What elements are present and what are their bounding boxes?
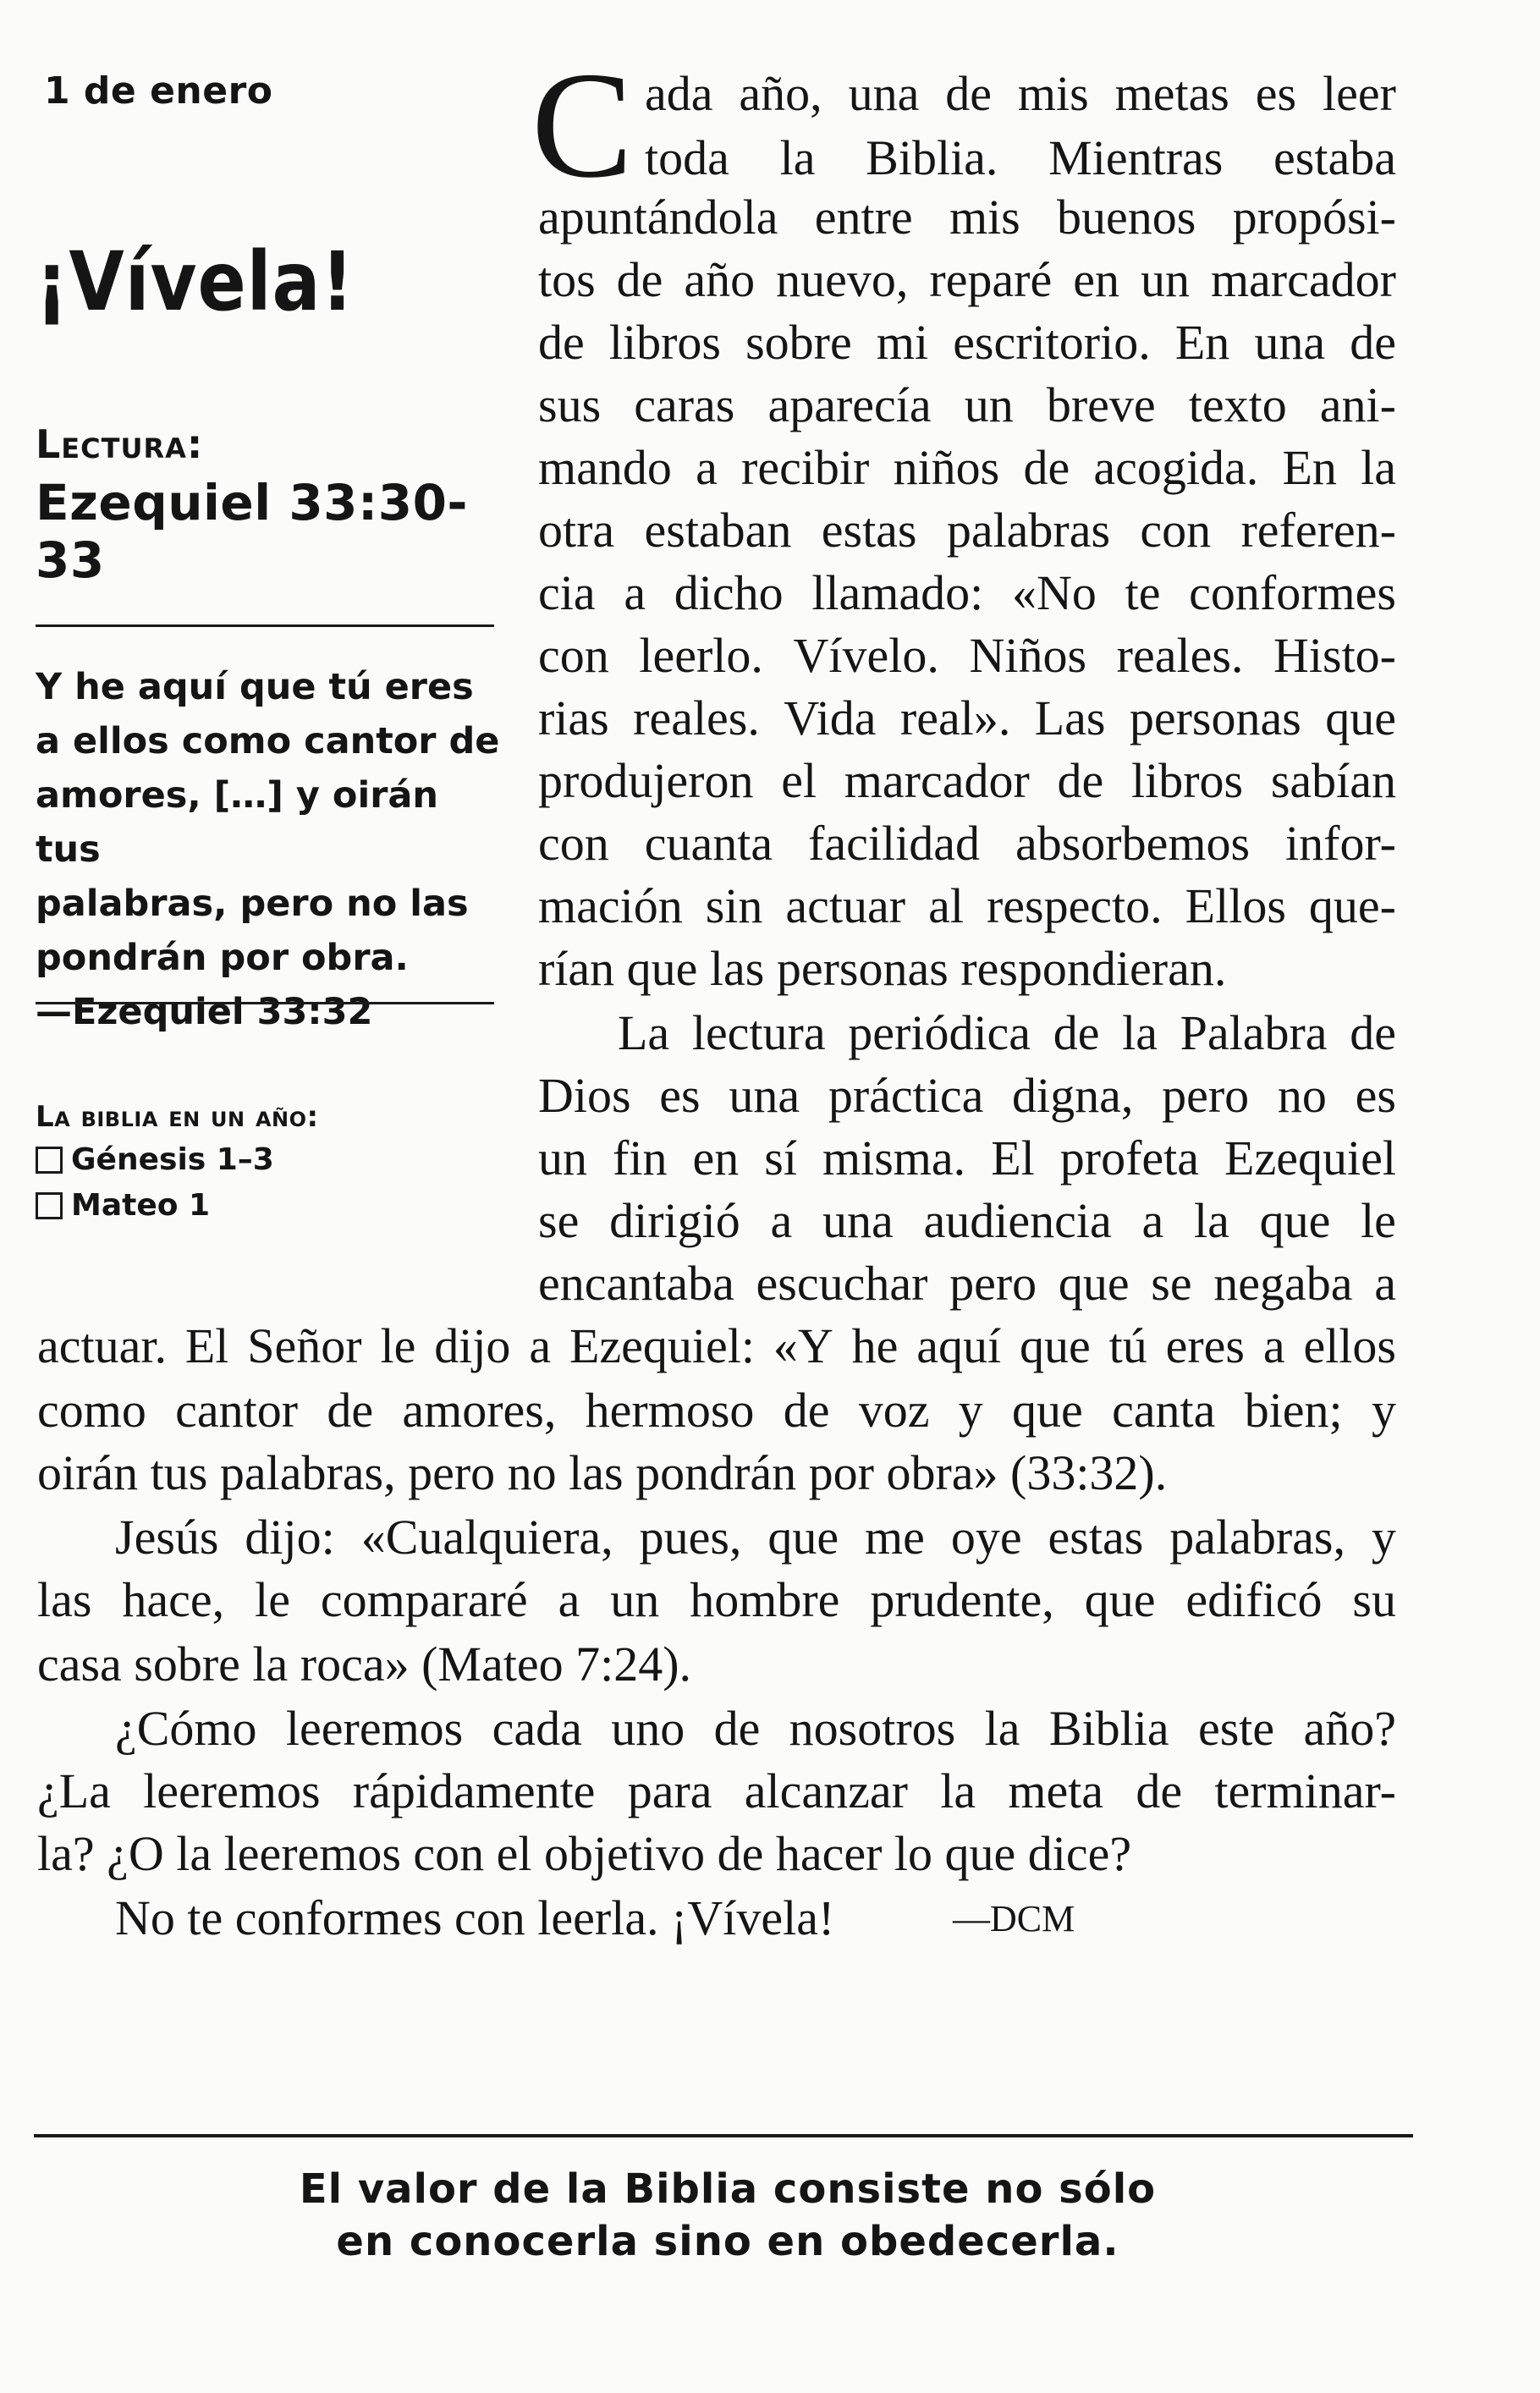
body-line	[618, 1005, 1396, 1060]
word: mis	[949, 190, 1020, 245]
key-verse	[36, 660, 509, 1039]
word: cantor	[175, 1383, 299, 1438]
body-line	[538, 690, 1396, 745]
body-line	[538, 252, 1396, 307]
word: lectura	[691, 1005, 826, 1060]
word: se	[1151, 1256, 1192, 1311]
body-line	[538, 628, 1396, 683]
word: la	[940, 1763, 976, 1818]
word: he	[851, 1318, 899, 1373]
word: Ellos	[1185, 878, 1286, 933]
word: leer	[1323, 66, 1396, 121]
word: rias	[538, 690, 609, 745]
word: ellos	[1303, 1318, 1396, 1373]
word: de	[1023, 440, 1070, 495]
word: actuar.	[37, 1318, 167, 1373]
word: cuanta	[644, 816, 773, 871]
word: pero	[949, 1256, 1037, 1311]
word: niños	[893, 440, 1000, 495]
word: reales.	[633, 690, 760, 745]
body-line	[538, 1068, 1396, 1123]
word: nuevo,	[776, 252, 909, 307]
word: ¿La	[37, 1763, 111, 1818]
word: Las	[1034, 690, 1106, 745]
word: mi	[876, 315, 929, 370]
word: amores,	[402, 1383, 557, 1438]
word: Palabra	[1180, 1005, 1328, 1060]
word: en	[692, 1130, 740, 1185]
word: toda	[645, 130, 729, 185]
word: uno	[611, 1701, 685, 1756]
word: dicho	[674, 565, 784, 620]
word: buenos	[1057, 190, 1196, 245]
word: sabían	[1270, 753, 1396, 808]
word: año?	[1303, 1701, 1396, 1756]
word: fin	[613, 1130, 668, 1185]
body-line	[538, 190, 1396, 245]
word: sí	[764, 1130, 797, 1185]
body-line	[538, 878, 1396, 933]
body-line	[115, 1510, 1396, 1565]
reading-reference: Ezequiel 33:30-33	[36, 474, 469, 589]
body-line: No te conformes con leerla. ¡Vívela!	[115, 1890, 835, 1945]
word: rápidamente	[352, 1763, 596, 1818]
body-line	[538, 1256, 1396, 1311]
word: el	[781, 753, 817, 808]
word: para	[627, 1763, 712, 1818]
word: marcador	[1210, 252, 1396, 307]
word: En	[1282, 440, 1337, 495]
word: reales.	[1116, 628, 1244, 683]
word: leerlo.	[639, 628, 763, 683]
page-title: ¡Vívela!	[36, 234, 355, 329]
word: terminar-	[1214, 1763, 1396, 1818]
word: a	[1262, 1318, 1285, 1373]
verse-line: pondrán por obra.	[36, 937, 409, 979]
body-line	[538, 440, 1396, 495]
word: «No	[1011, 565, 1097, 620]
word: facilidad	[808, 816, 980, 871]
word: de	[713, 1701, 761, 1756]
word: con	[1140, 503, 1212, 558]
word: de	[538, 315, 585, 370]
reading-plan-item[interactable]	[36, 1142, 274, 1177]
word: es	[659, 1068, 701, 1123]
word: audiencia	[923, 1193, 1112, 1248]
body-line	[37, 1383, 1396, 1438]
word: compararé	[320, 1572, 528, 1627]
word: una	[1254, 315, 1326, 370]
body-line	[538, 753, 1396, 808]
body-line: rían que las personas respondieran.	[538, 941, 1227, 996]
word: entre	[814, 190, 913, 245]
reading-plan-item[interactable]	[36, 1188, 210, 1223]
word: escuchar	[756, 1256, 928, 1311]
word: ¿Cómo	[115, 1701, 257, 1756]
word: conformes	[1189, 565, 1396, 620]
word: negaba	[1213, 1256, 1353, 1311]
body-line	[37, 1318, 1396, 1373]
word: bien;	[1244, 1383, 1343, 1438]
word: pero	[1162, 1068, 1250, 1123]
word: mando	[538, 440, 672, 495]
word: que	[1084, 1572, 1156, 1627]
word: práctica	[828, 1068, 984, 1123]
divider	[36, 1002, 494, 1004]
word: leeremos	[143, 1763, 321, 1818]
word: de	[1350, 1005, 1396, 1060]
word: a	[696, 440, 718, 495]
checkbox[interactable]	[36, 1192, 63, 1219]
body-line: la? ¿O la leeremos con el objetivo de hacer lo que dice?	[37, 1826, 1132, 1881]
word: digna,	[1012, 1068, 1134, 1123]
word: llamado:	[811, 565, 984, 620]
word: Señor	[247, 1318, 362, 1373]
word: la	[984, 1701, 1020, 1756]
word: con	[538, 816, 609, 871]
word: hermoso	[585, 1383, 755, 1438]
word: en	[1073, 252, 1119, 307]
word: Jesús	[115, 1510, 219, 1565]
word: que	[1058, 1256, 1130, 1311]
word: tú	[1108, 1318, 1147, 1373]
word: un	[1140, 252, 1190, 307]
word: mación	[538, 878, 683, 933]
word: una	[729, 1068, 800, 1123]
word: texto	[1188, 377, 1287, 432]
reading-label: Lectura:	[36, 421, 204, 467]
word: estas	[821, 503, 917, 558]
word: nosotros	[789, 1701, 956, 1756]
word: metas	[1114, 66, 1229, 121]
word: alcanzar	[744, 1763, 908, 1818]
reading-plan-item-label: Mateo 1	[71, 1188, 211, 1223]
word: es	[1255, 66, 1297, 121]
word: una	[848, 66, 920, 121]
word: Vida	[784, 690, 877, 745]
word: apuntándola	[538, 190, 778, 245]
word: a	[558, 1572, 580, 1627]
word: la	[779, 130, 816, 185]
word: leeremos	[285, 1701, 464, 1756]
word: encantaba	[538, 1256, 734, 1311]
word: que	[1012, 1383, 1083, 1438]
word: año,	[739, 66, 822, 121]
divider	[36, 624, 494, 627]
word: Biblia.	[866, 130, 998, 185]
word: y	[1371, 1510, 1396, 1565]
word: una	[822, 1193, 894, 1248]
word: libros	[1130, 753, 1244, 808]
word: personas	[1129, 690, 1301, 745]
word: este	[1197, 1701, 1275, 1756]
word: estaban	[644, 503, 792, 558]
word: de	[783, 1383, 830, 1438]
body-line	[645, 130, 1396, 185]
word: de	[1057, 753, 1104, 808]
word: dijo	[434, 1318, 511, 1373]
word: con	[538, 628, 609, 683]
word: «Cualquiera,	[360, 1510, 613, 1565]
word: tos	[538, 252, 596, 307]
verse-line: palabras, pero no las	[36, 883, 469, 925]
verse-line: amores, […] y oirán tus	[36, 774, 439, 871]
word: y	[1371, 1383, 1396, 1438]
word: misma.	[822, 1130, 966, 1185]
word: hace,	[122, 1572, 225, 1627]
word: pues,	[639, 1510, 742, 1565]
word: sus	[538, 377, 602, 432]
word: absorbemos	[1015, 816, 1251, 871]
word: produjeron	[538, 753, 754, 808]
word: de	[1350, 315, 1396, 370]
word: que	[1325, 690, 1396, 745]
word: oye	[950, 1510, 1022, 1565]
word: Dios	[538, 1068, 631, 1123]
word: voz	[858, 1383, 930, 1438]
word: que	[1019, 1318, 1091, 1373]
word: a	[624, 565, 646, 620]
word: como	[37, 1383, 146, 1438]
word: te	[1125, 565, 1161, 620]
word: que	[1259, 1193, 1331, 1248]
word: de	[327, 1383, 374, 1438]
word: Biblia	[1048, 1701, 1169, 1756]
word: es	[1355, 1068, 1396, 1123]
word: me	[865, 1510, 925, 1565]
word: palabras	[946, 503, 1111, 558]
word: Ezequiel	[1224, 1130, 1396, 1185]
body-line	[538, 377, 1396, 432]
word: y	[958, 1383, 983, 1438]
word: Histo-	[1273, 628, 1396, 683]
word: Ezequiel:	[569, 1318, 755, 1373]
closing-line: El valor de la Biblia consiste no sólo	[299, 2165, 1157, 2213]
word: sobre	[745, 315, 852, 370]
word: aquí	[916, 1318, 1002, 1373]
body-line	[538, 1130, 1396, 1185]
word: sin	[705, 878, 763, 933]
word: ada	[645, 66, 713, 121]
word: ani-	[1319, 377, 1396, 432]
drop-cap: C	[531, 41, 634, 209]
body-line	[37, 1572, 1396, 1627]
word: de	[945, 66, 992, 121]
word: breve	[1046, 377, 1156, 432]
word: le	[1361, 1193, 1396, 1248]
verse-line: Y he aquí que tú eres	[36, 666, 474, 708]
word: aparecía	[767, 377, 932, 432]
word: un	[610, 1572, 660, 1627]
word: la	[1122, 1005, 1158, 1060]
body-line: casa sobre la roca» (Mateo 7:24).	[37, 1637, 692, 1692]
reading-plan-label: La biblia en un año:	[36, 1100, 319, 1134]
word: periódica	[848, 1005, 1031, 1060]
word: edificó	[1185, 1572, 1323, 1627]
word: dirigió	[609, 1193, 740, 1248]
verse-line: a ellos como cantor de	[36, 720, 500, 762]
word: libros	[608, 315, 721, 370]
word: Vívelo.	[793, 628, 939, 683]
body-line	[538, 315, 1396, 370]
word: real».	[899, 690, 1011, 745]
body-line	[538, 1193, 1396, 1248]
word: a	[1374, 1256, 1396, 1311]
word: reparé	[929, 252, 1053, 307]
word: le	[255, 1572, 290, 1627]
author-signature: —DCM	[953, 1898, 1075, 1939]
word: año	[684, 252, 756, 307]
word: no	[1277, 1068, 1327, 1123]
word: de	[616, 252, 663, 307]
word: recibir	[741, 440, 870, 495]
word: de	[1053, 1005, 1100, 1060]
word: un	[538, 1130, 587, 1185]
word: la	[1193, 1193, 1229, 1248]
word: al	[928, 878, 964, 933]
word: a	[1141, 1193, 1164, 1248]
word: un	[964, 377, 1014, 432]
word: actuar	[785, 878, 906, 933]
word: su	[1352, 1572, 1396, 1627]
word: a	[770, 1193, 793, 1248]
word: palabras,	[1169, 1510, 1345, 1565]
word: profeta	[1059, 1130, 1200, 1185]
word: que-	[1308, 878, 1396, 933]
body-line	[538, 503, 1396, 558]
word: de	[1136, 1763, 1183, 1818]
word: se	[538, 1193, 580, 1248]
word: acogida.	[1093, 440, 1259, 495]
word: cia	[538, 565, 596, 620]
word: prudente,	[870, 1572, 1054, 1627]
word: respecto.	[986, 878, 1163, 933]
word: estas	[1048, 1510, 1144, 1565]
word: El	[991, 1130, 1035, 1185]
word: Niños	[969, 628, 1087, 683]
word: referen-	[1240, 503, 1396, 558]
divider	[34, 2134, 1413, 2137]
word: otra	[538, 503, 615, 558]
word: Mientras	[1048, 130, 1224, 185]
verse-line: —Ezequiel 33:32	[36, 991, 373, 1033]
closing-thought	[0, 2163, 1455, 2268]
body-line	[538, 565, 1396, 620]
word: hombre	[690, 1572, 840, 1627]
word: canta	[1112, 1383, 1216, 1438]
word: dijo:	[245, 1510, 335, 1565]
checkbox[interactable]	[36, 1147, 63, 1174]
word: estaba	[1273, 130, 1396, 185]
word: que	[767, 1510, 839, 1565]
date: 1 de enero	[44, 69, 273, 113]
body-line	[645, 66, 1396, 121]
word: caras	[634, 377, 735, 432]
reading-plan-item-label: Génesis 1–3	[71, 1142, 274, 1177]
body-line: oirán tus palabras, pero no las pondrán por obra» (33:32).	[37, 1445, 1168, 1500]
word: mis	[1017, 66, 1089, 121]
word: «Y	[773, 1318, 833, 1373]
word: eres	[1165, 1318, 1245, 1373]
word: las	[37, 1572, 92, 1627]
word: meta	[1008, 1763, 1104, 1818]
word: cada	[492, 1701, 582, 1756]
word: la	[1361, 440, 1396, 495]
word: En	[1174, 315, 1230, 370]
word: a	[529, 1318, 552, 1373]
word: La	[618, 1005, 670, 1060]
word: escritorio.	[953, 315, 1151, 370]
word: infor-	[1285, 816, 1396, 871]
body-line	[538, 816, 1396, 871]
body-line	[37, 1763, 1396, 1818]
body-line	[115, 1701, 1396, 1756]
closing-line: en conocerla sino en obedecerla.	[336, 2218, 1119, 2265]
word: propósi-	[1232, 190, 1396, 245]
word: marcador	[844, 753, 1030, 808]
word: El	[184, 1318, 229, 1373]
word: le	[380, 1318, 416, 1373]
